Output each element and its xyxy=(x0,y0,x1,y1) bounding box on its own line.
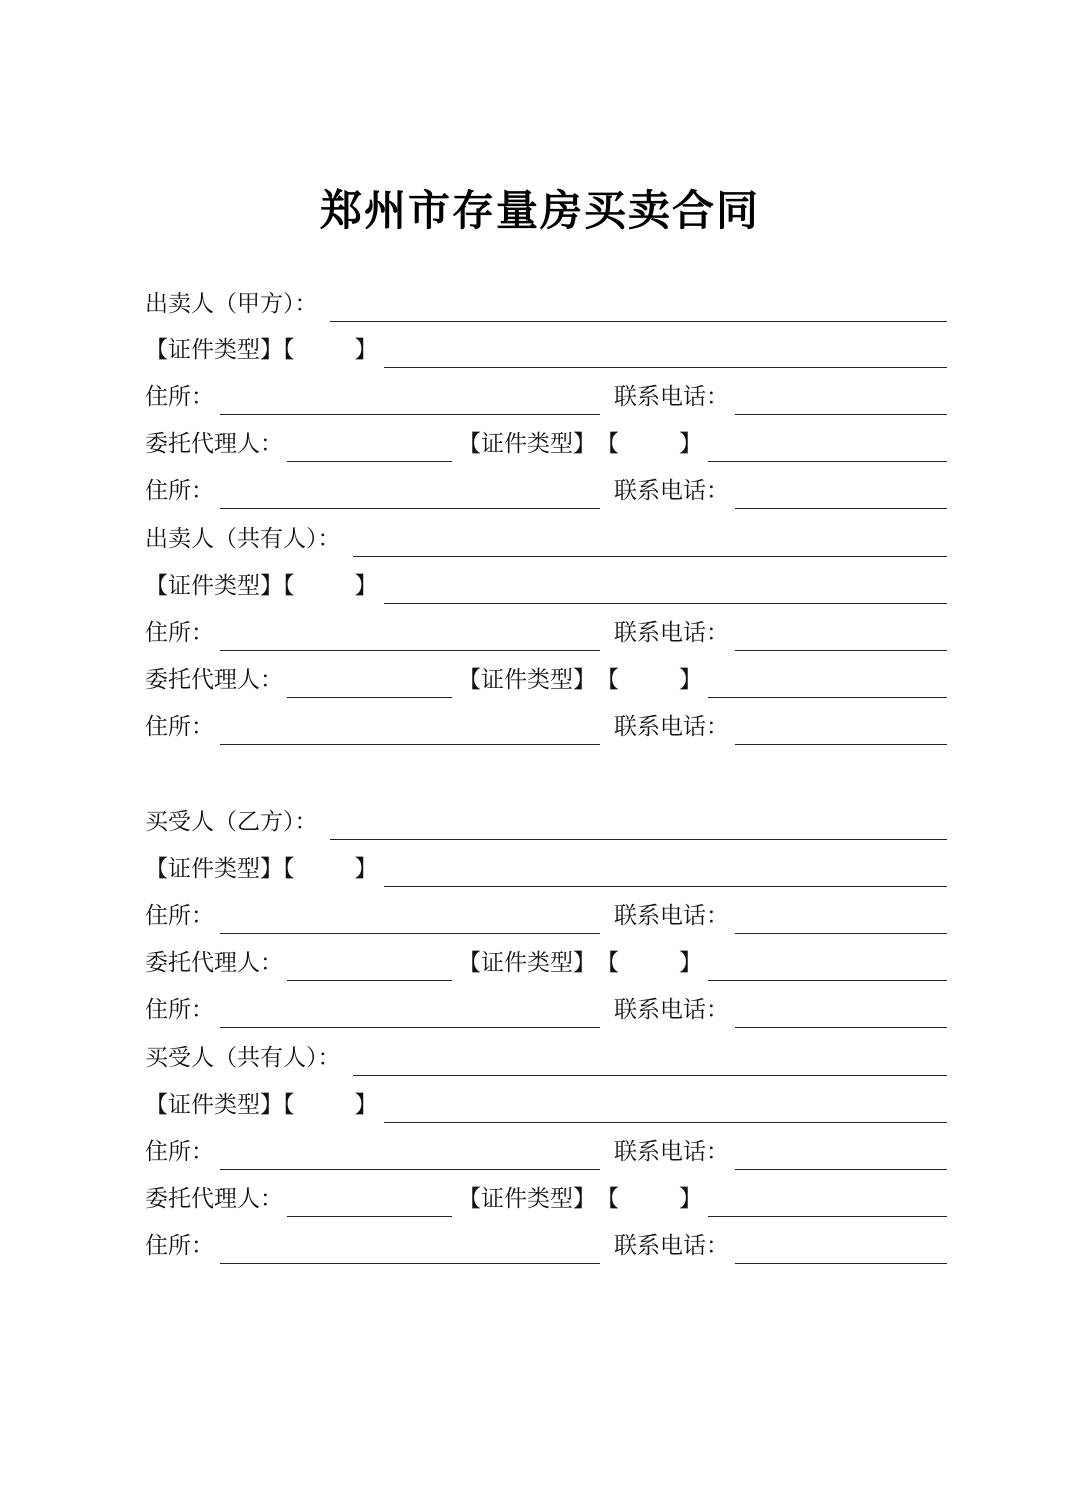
address-row xyxy=(145,477,947,511)
phone-field[interactable] xyxy=(735,905,947,934)
buyer-b-label: 买受人（乙方）： xyxy=(145,809,318,835)
address-row xyxy=(145,383,947,417)
address-field[interactable] xyxy=(220,905,600,934)
address-label: 住所： xyxy=(145,1139,214,1165)
bracket-close: 】 xyxy=(679,1186,702,1212)
phone-label: 联系电话： xyxy=(614,714,729,740)
id-type-row xyxy=(145,855,947,889)
agent-field[interactable] xyxy=(287,669,452,698)
agent-label: 委托代理人： xyxy=(145,1186,283,1212)
phone-label: 联系电话： xyxy=(614,620,729,646)
seller-co-label: 出卖人（共有人）： xyxy=(145,526,341,552)
address-field[interactable] xyxy=(220,716,600,745)
seller-a-field[interactable] xyxy=(330,293,948,322)
agent-id-number-field[interactable] xyxy=(708,433,947,462)
buyer-co-label: 买受人（共有人）： xyxy=(145,1045,341,1071)
address-label: 住所： xyxy=(145,620,214,646)
agent-id-type-label: 【证件类型】 xyxy=(458,950,596,976)
phone-label: 联系电话： xyxy=(614,997,729,1023)
phone-label: 联系电话： xyxy=(614,1139,729,1165)
bracket-open: 【 xyxy=(596,431,619,457)
address-field[interactable] xyxy=(220,622,600,651)
phone-label: 联系电话： xyxy=(614,478,729,504)
id-type-label: 【证件类型】【 xyxy=(145,573,295,599)
bracket-close: 】 xyxy=(679,667,702,693)
address-row xyxy=(145,1138,947,1172)
id-number-field[interactable] xyxy=(384,1094,948,1123)
id-type-label: 【证件类型】【 xyxy=(145,856,295,882)
seller-a-label: 出卖人（甲方）： xyxy=(145,291,318,317)
agent-row xyxy=(145,666,947,700)
address-field[interactable] xyxy=(220,1141,600,1170)
contract-title: 郑州市存量房买卖合同 xyxy=(319,186,760,235)
agent-row xyxy=(145,1185,947,1219)
phone-label: 联系电话： xyxy=(614,384,729,410)
agent-label: 委托代理人： xyxy=(145,950,283,976)
address-label: 住所： xyxy=(145,1233,214,1259)
buyer-b-field[interactable] xyxy=(330,811,948,840)
id-number-field[interactable] xyxy=(384,858,948,887)
agent-field[interactable] xyxy=(287,1188,452,1217)
address-field[interactable] xyxy=(220,386,600,415)
phone-field[interactable] xyxy=(735,1141,947,1170)
address-row xyxy=(145,713,947,747)
bracket-close: 】 xyxy=(679,950,702,976)
address-row xyxy=(145,996,947,1030)
seller-a-row xyxy=(145,290,947,324)
address-label: 住所： xyxy=(145,997,214,1023)
agent-id-type-label: 【证件类型】 xyxy=(458,667,596,693)
agent-id-number-field[interactable] xyxy=(708,669,947,698)
agent-id-type-label: 【证件类型】 xyxy=(458,1186,596,1212)
address-label: 住所： xyxy=(145,478,214,504)
phone-field[interactable] xyxy=(735,386,947,415)
address-field[interactable] xyxy=(220,1235,600,1264)
buyer-co-row xyxy=(145,1044,947,1078)
bracket-open: 【 xyxy=(596,1186,619,1212)
id-number-field[interactable] xyxy=(384,575,948,604)
agent-label: 委托代理人： xyxy=(145,431,283,457)
seller-co-field[interactable] xyxy=(353,528,948,557)
bracket-close: 】 xyxy=(679,431,702,457)
agent-field[interactable] xyxy=(287,433,452,462)
agent-row xyxy=(145,949,947,983)
agent-id-type-label: 【证件类型】 xyxy=(458,431,596,457)
bracket-close: 】 xyxy=(354,856,378,882)
address-label: 住所： xyxy=(145,903,214,929)
buyer-b-row xyxy=(145,808,947,842)
id-number-field[interactable] xyxy=(384,339,948,368)
phone-field[interactable] xyxy=(735,716,947,745)
address-row xyxy=(145,902,947,936)
bracket-close: 】 xyxy=(354,1092,378,1118)
address-row xyxy=(145,1232,947,1266)
phone-field[interactable] xyxy=(735,1235,947,1264)
agent-field[interactable] xyxy=(287,952,452,981)
address-row xyxy=(145,619,947,653)
agent-id-number-field[interactable] xyxy=(708,1188,947,1217)
address-field[interactable] xyxy=(220,999,600,1028)
address-label: 住所： xyxy=(145,714,214,740)
phone-field[interactable] xyxy=(735,480,947,509)
address-label: 住所： xyxy=(145,384,214,410)
agent-id-number-field[interactable] xyxy=(708,952,947,981)
phone-field[interactable] xyxy=(735,622,947,651)
id-type-label: 【证件类型】【 xyxy=(145,337,295,363)
agent-row xyxy=(145,430,947,464)
agent-label: 委托代理人： xyxy=(145,667,283,693)
bracket-close: 】 xyxy=(354,337,378,363)
bracket-open: 【 xyxy=(596,950,619,976)
phone-field[interactable] xyxy=(735,999,947,1028)
id-type-label: 【证件类型】【 xyxy=(145,1092,295,1118)
id-type-row xyxy=(145,336,947,370)
bracket-open: 【 xyxy=(596,667,619,693)
seller-co-row xyxy=(145,525,947,559)
address-field[interactable] xyxy=(220,480,600,509)
phone-label: 联系电话： xyxy=(614,903,729,929)
id-type-row xyxy=(145,572,947,606)
bracket-close: 】 xyxy=(354,573,378,599)
phone-label: 联系电话： xyxy=(614,1233,729,1259)
id-type-row xyxy=(145,1091,947,1125)
buyer-co-field[interactable] xyxy=(353,1047,948,1076)
